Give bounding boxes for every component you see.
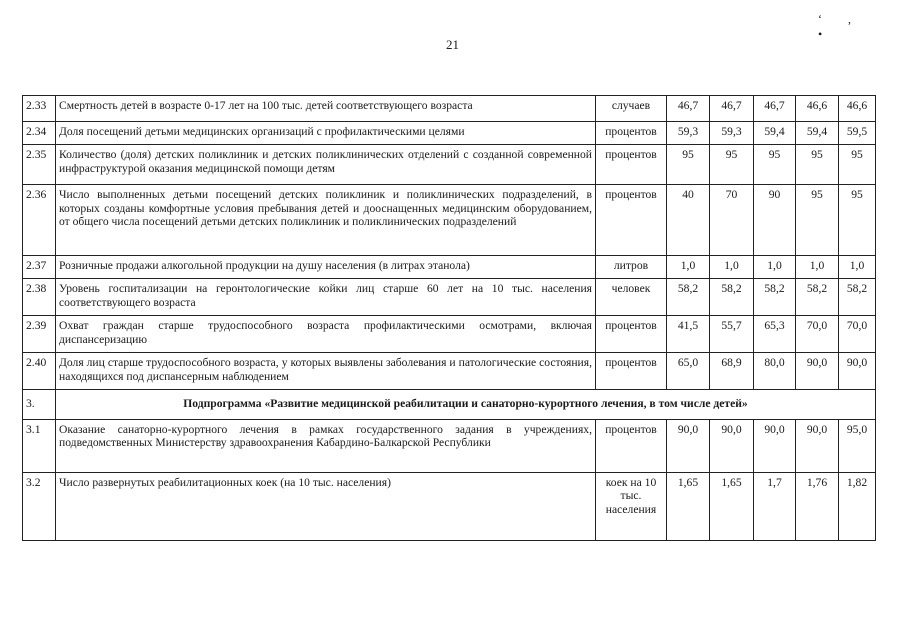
table-row (23, 145, 876, 185)
row-value: 59,4 (754, 122, 796, 145)
row-value: 40 (667, 185, 710, 256)
indicators-table (22, 95, 876, 541)
row-value: 1,65 (667, 472, 710, 540)
scan-marks: ‘, • (818, 12, 877, 41)
row-unit: процентов (596, 316, 667, 353)
row-number: 3.2 (23, 472, 56, 540)
row-value: 80,0 (754, 353, 796, 390)
row-value: 95 (796, 145, 839, 185)
row-value: 59,5 (839, 122, 876, 145)
row-indicator: Доля посещений детьми медицинских организаций с профилактическими целями (56, 122, 596, 145)
row-value: 1,65 (710, 472, 754, 540)
row-value: 95 (796, 185, 839, 256)
row-value: 58,2 (839, 279, 876, 316)
row-indicator: Уровень госпитализации на геронтологические койки лиц старше 60 лет на 10 тыс. населения соответствующего возраста (56, 279, 596, 316)
table-row (23, 316, 876, 353)
row-indicator: Оказание санаторно-курортного лечения в рамках государственного задания в учреждениях, подведомственных Министерству здравоохранения Кабардино-Балкарской Республики (56, 419, 596, 472)
row-value: 95 (839, 145, 876, 185)
row-value: 1,0 (710, 256, 754, 279)
row-value: 58,2 (667, 279, 710, 316)
row-value: 1,0 (839, 256, 876, 279)
row-value: 58,2 (754, 279, 796, 316)
row-value: 90,0 (754, 419, 796, 472)
row-number: 3.1 (23, 419, 56, 472)
row-value: 65,0 (667, 353, 710, 390)
row-value: 46,7 (754, 96, 796, 122)
row-value: 90,0 (796, 419, 839, 472)
table-row (23, 472, 876, 540)
table-row (23, 185, 876, 256)
row-value: 1,76 (796, 472, 839, 540)
row-value: 68,9 (710, 353, 754, 390)
row-indicator: Доля лиц старше трудоспособного возраста, у которых выявлены заболевания и патологические состояния, находящихся под диспансерным наблюдением (56, 353, 596, 390)
row-value: 1,82 (839, 472, 876, 540)
page-number: 21 (446, 37, 459, 52)
table-row (23, 353, 876, 390)
row-value: 1,7 (754, 472, 796, 540)
row-value: 90,0 (796, 353, 839, 390)
row-value: 70,0 (839, 316, 876, 353)
row-number: 2.39 (23, 316, 56, 353)
row-value: 65,3 (754, 316, 796, 353)
row-value: 1,0 (754, 256, 796, 279)
table-row (23, 122, 876, 145)
row-value: 46,6 (839, 96, 876, 122)
row-indicator: Число развернутых реабилитационных коек (на 10 тыс. населения) (56, 472, 596, 540)
row-number: 2.37 (23, 256, 56, 279)
row-value: 58,2 (710, 279, 754, 316)
table-row (23, 256, 876, 279)
row-value: 55,7 (710, 316, 754, 353)
row-value: 90 (754, 185, 796, 256)
table-row (23, 419, 876, 472)
row-unit: процентов (596, 145, 667, 185)
row-value: 95 (667, 145, 710, 185)
row-unit: процентов (596, 419, 667, 472)
table-row (23, 279, 876, 316)
table-row (23, 96, 876, 122)
row-indicator: Количество (доля) детских поликлиник и детских поликлинических отделений с созданной современной инфраструктурой оказания медицинской помощи детям (56, 145, 596, 185)
row-value: 70,0 (796, 316, 839, 353)
row-number: 2.36 (23, 185, 56, 256)
row-number: 2.33 (23, 96, 56, 122)
row-indicator: Смертность детей в возрасте 0-17 лет на 100 тыс. детей соответствующего возраста (56, 96, 596, 122)
row-value: 59,3 (667, 122, 710, 145)
row-number: 2.38 (23, 279, 56, 316)
row-value: 59,4 (796, 122, 839, 145)
section-title: Подпрограмма «Развитие медицинской реабилитации и санаторно-курортного лечения, в том числе детей» (56, 390, 876, 420)
row-unit: процентов (596, 122, 667, 145)
row-unit: человек (596, 279, 667, 316)
row-value: 1,0 (667, 256, 710, 279)
section-number: 3. (23, 390, 56, 420)
row-value: 46,6 (796, 96, 839, 122)
row-value: 95,0 (839, 419, 876, 472)
section-row (23, 390, 876, 420)
row-value: 46,7 (667, 96, 710, 122)
row-value: 58,2 (796, 279, 839, 316)
row-indicator: Розничные продажи алкогольной продукции на душу населения (в литрах этанола) (56, 256, 596, 279)
row-unit: случаев (596, 96, 667, 122)
row-number: 2.34 (23, 122, 56, 145)
row-value: 70 (710, 185, 754, 256)
row-value: 90,0 (839, 353, 876, 390)
row-value: 95 (839, 185, 876, 256)
row-value: 41,5 (667, 316, 710, 353)
row-value: 90,0 (710, 419, 754, 472)
row-number: 2.40 (23, 353, 56, 390)
row-unit: процентов (596, 353, 667, 390)
row-indicator: Охват граждан старше трудоспособного возраста профилактическими осмотрами, включая диспансеризацию (56, 316, 596, 353)
row-value: 90,0 (667, 419, 710, 472)
row-value: 59,3 (710, 122, 754, 145)
row-unit: литров (596, 256, 667, 279)
row-unit: процентов (596, 185, 667, 256)
row-value: 1,0 (796, 256, 839, 279)
row-number: 2.35 (23, 145, 56, 185)
row-indicator: Число выполненных детьми посещений детских поликлиник и поликлинических подразделений, в которых созданы комфортные условия пребывания детей и дооснащенных медицинским оборудованием, от общего числа посещений детьми детских поликлиник и поликлинических подразделений (56, 185, 596, 256)
row-value: 46,7 (710, 96, 754, 122)
row-unit: коек на 10 тыс. населения (596, 472, 667, 540)
row-value: 95 (754, 145, 796, 185)
row-value: 95 (710, 145, 754, 185)
